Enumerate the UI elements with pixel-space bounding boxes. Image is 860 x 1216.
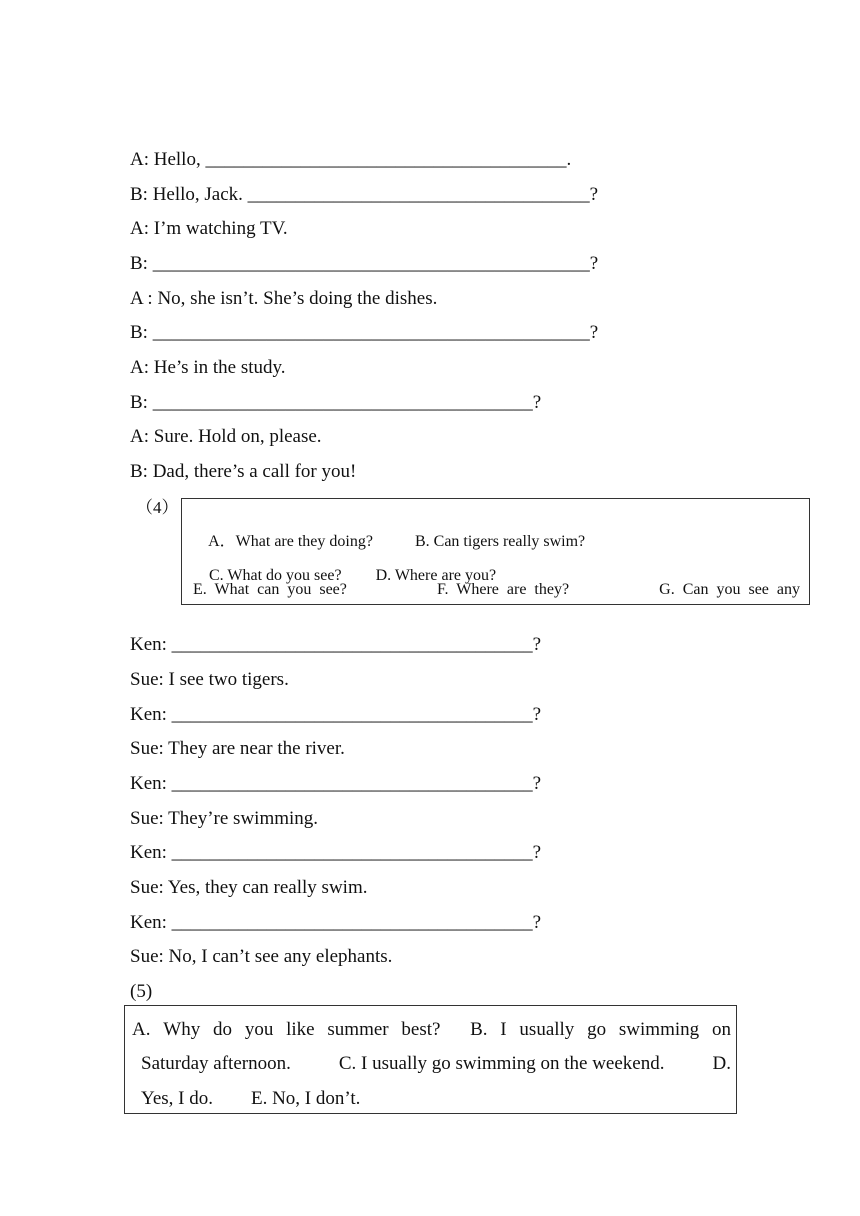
- section-5-number: (5): [130, 981, 153, 1002]
- word: best?: [401, 1019, 441, 1040]
- option-c: C. What do you see?: [209, 567, 342, 584]
- word: usually: [519, 1019, 575, 1040]
- option-e: E. What can you see?: [193, 581, 347, 598]
- dialogue-line: B: Hello, Jack. ____________________________________?: [130, 184, 599, 205]
- dialogue-line: B: ________________________________________?: [130, 392, 542, 413]
- word: on: [711, 1019, 731, 1040]
- dialogue-line: B: Dad, there’s a call for you!: [130, 461, 357, 482]
- option-d-label: D.: [712, 1053, 731, 1074]
- dialogue-line: A: Hello, ______________________________________.: [130, 149, 572, 170]
- word: swimming: [618, 1019, 700, 1040]
- word: A.: [132, 1019, 151, 1040]
- dialogue-line: A : No, she isn’t. She’s doing the dishes.: [130, 288, 438, 309]
- dialogue-line: Ken: ______________________________________?: [130, 912, 542, 933]
- dialogue-line: B: ______________________________________________?: [130, 322, 599, 343]
- word: go: [587, 1019, 607, 1040]
- option-b: B. Can tigers really swim?: [414, 533, 586, 550]
- option-row-1: [132, 1018, 731, 1042]
- option-c: C. I usually go swimming on the weekend.: [338, 1053, 665, 1074]
- section-5-options-box: [124, 1005, 737, 1114]
- dialogue-line: A: Sure. Hold on, please.: [130, 426, 322, 447]
- word: do: [213, 1019, 233, 1040]
- dialogue-line: Ken: ______________________________________?: [130, 704, 542, 725]
- spacer: [453, 1018, 457, 1042]
- option-row-3: Yes, I do. E. No, I don’t.: [141, 1088, 361, 1109]
- word: summer: [327, 1019, 389, 1040]
- option-row-2: [141, 1052, 731, 1076]
- word: you: [244, 1019, 274, 1040]
- option-f: F. Where are they?: [436, 581, 570, 598]
- dialogue-line: Sue: They are near the river.: [130, 738, 345, 759]
- dialogue-line: Ken: ______________________________________?: [130, 634, 542, 655]
- dialogue-line: A: He’s in the study.: [130, 357, 286, 378]
- word: like: [286, 1019, 315, 1040]
- option-g: G. Can you see any: [659, 581, 800, 598]
- option-row-3: [193, 580, 800, 600]
- section-4-number: （4）: [136, 498, 179, 517]
- dialogue-line: B: ______________________________________________?: [130, 253, 599, 274]
- dialogue-line: Sue: I see two tigers.: [130, 669, 289, 690]
- section-4-options-box: [181, 498, 810, 605]
- option-a: A．What are they doing?: [208, 533, 373, 550]
- dialogue-line: A: I’m watching TV.: [130, 218, 288, 239]
- phrase: Saturday afternoon.: [141, 1053, 291, 1074]
- dialogue-line: Sue: No, I can’t see any elephants.: [130, 946, 393, 967]
- dialogue-line: Ken: ______________________________________?: [130, 773, 542, 794]
- word: B.: [470, 1019, 488, 1040]
- dialogue-line: Sue: Yes, they can really swim.: [130, 877, 368, 898]
- option-d: D. Where are you?: [375, 567, 497, 584]
- word: Why: [163, 1019, 201, 1040]
- dialogue-line: Sue: They’re swimming.: [130, 808, 319, 829]
- dialogue-line: Ken: ______________________________________?: [130, 842, 542, 863]
- word: I: [500, 1019, 507, 1040]
